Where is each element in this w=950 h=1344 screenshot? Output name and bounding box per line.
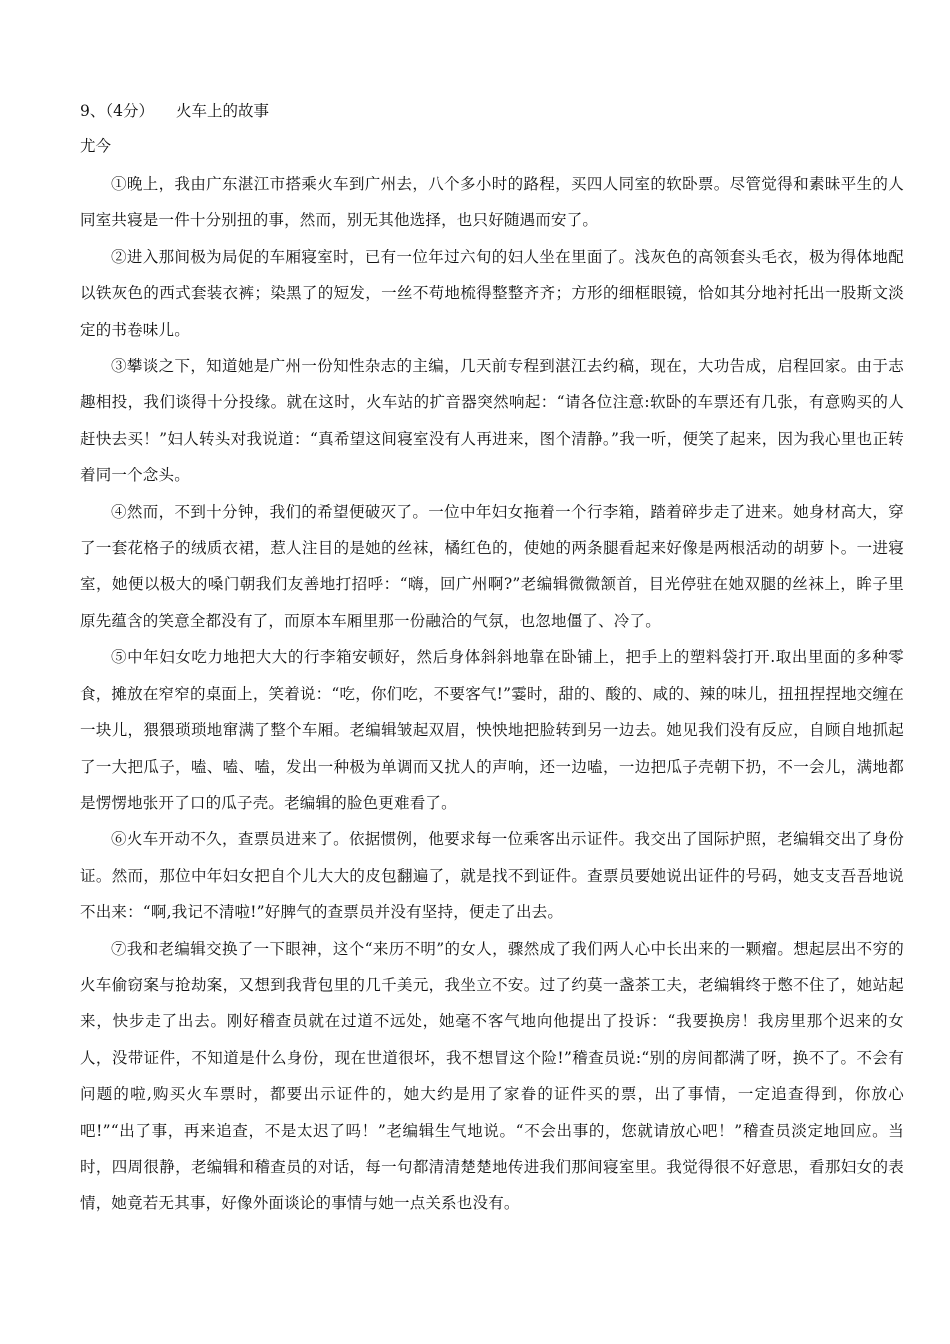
story-title: 火车上的故事	[175, 102, 269, 120]
story-body	[80, 166, 904, 1222]
paragraph-2: ②进入那间极为局促的车厢寝室时，已有一位年过六旬的妇人坐在里面了。浅灰色的高领套头毛衣，极为得体地配以铁灰色的西式套装衣裤；染黑了的短发，一丝不苟地梳得整整齐齐；方形的细框眼镜，恰如其分地衬托出一股斯文淡定的书卷味儿。	[80, 247, 904, 339]
question-heading	[80, 100, 269, 122]
paragraph-1: ①晚上，我由广东湛江市搭乘火车到广州去，八个多小时的路程，买四人同室的软卧票。尽管觉得和素昧平生的人同室共寝是一件十分别扭的事，然而，别无其他选择，也只好随遇而安了。	[80, 175, 904, 230]
paragraph-3: ③攀谈之下，知道她是广州一份知性杂志的主编，几天前专程到湛江去约稿，现在，大功告成，启程回家。由于志趣相投，我们谈得十分投缘。就在这时，火车站的扩音器突然响起：“请各位注意:软卧的车票还有几张，有意购买的人赶快去买！”妇人转头对我说道：“真希望这间寝室没有人再进来，图个清静。”我一听，便笑了起来，因为我心里也正转着同一个念头。	[80, 357, 904, 485]
question-number: 9、（4分）	[80, 102, 154, 120]
paragraph-4: ④然而，不到十分钟，我们的希望便破灭了。一位中年妇女拖着一个行李箱，踏着碎步走了进来。她身材高大，穿了一套花格子的绒质衣裙，惹人注目的是她的丝袜，橘红色的，使她的两条腿看起来好像是两根活动的胡萝卜。一进寝室，她便以极大的嗓门朝我们友善地打招呼：“嗨，回广州啊?”老编辑微微颔首，目光停驻在她双腿的丝袜上，眸子里原先蕴含的笑意全都没有了，而原本车厢里那一份融洽的气氛，也忽地僵了、冷了。	[80, 502, 904, 630]
paragraph-6: ⑥火车开动不久，查票员进来了。依据惯例，他要求每一位乘客出示证件。我交出了国际护照，老编辑交出了身份证。然而，那位中年妇女把自个儿大大的皮包翻遍了，就是找不到证件。查票员要她说出证件的号码，她支支吾吾地说不出来：“啊,我记不清啦!”好脾气的查票员并没有坚持，便走了出去。	[80, 830, 904, 922]
paragraph-7: ⑦我和老编辑交换了一下眼神，这个“来历不明”的女人，骤然成了我们两人心中长出来的一颗瘤。想起层出不穷的火车偷窃案与抢劫案，又想到我背包里的几千美元，我坐立不安。过了约莫一盏茶工夫，老编辑终于憋不住了，她站起来，快步走了出去。刚好稽查员就在过道不远处，她毫不客气地向他提出了投诉：“我要换房！我房里那个迟来的女人，没带证件，不知道是什么身份，现在世道很坏，我不想冒这个险!”稽查员说:“别的房间都满了呀，换不了。不会有问题的啦,购买火车票时，都要出示证件的，她大约是用了家眷的证件买的票，出了事情，一定追查得到，你放心吧!”“出了事，再来追查，不是太迟了吗！”老编辑生气地说。“不会出事的，您就请放心吧！”稽查员淡定地回应。当时，四周很静，老编辑和稽查员的对话，每一句都清清楚楚地传进我们那间寝室里。我觉得很不好意思，看那妇女的表情，她竟若无其事，好像外面谈论的事情与她一点关系也没有。	[80, 939, 904, 1213]
author-name: 尤今	[80, 137, 112, 155]
paragraph-5: ⑤中年妇女吃力地把大大的行李箱安顿好，然后身体斜斜地靠在卧铺上，把手上的塑料袋打开.取出里面的多种零食，摊放在窄窄的桌面上，笑着说：“吃，你们吃，不要客气!”霎时，甜的、酸的、咸的、辣的味儿，扭扭捏捏地交缠在一块儿，猥猥琐琐地窜满了整个车厢。老编辑皱起双眉，怏怏地把脸转到另一边去。她见我们没有反应，自顾自地抓起了一大把瓜子，嗑、嗑、嗑，发出一种极为单调而又扰人的声响，还一边嗑，一边把瓜子壳朝下扔，不一会儿，满地都是愣愣地张开了口的瓜子壳。老编辑的脸色更难看了。	[80, 648, 904, 812]
